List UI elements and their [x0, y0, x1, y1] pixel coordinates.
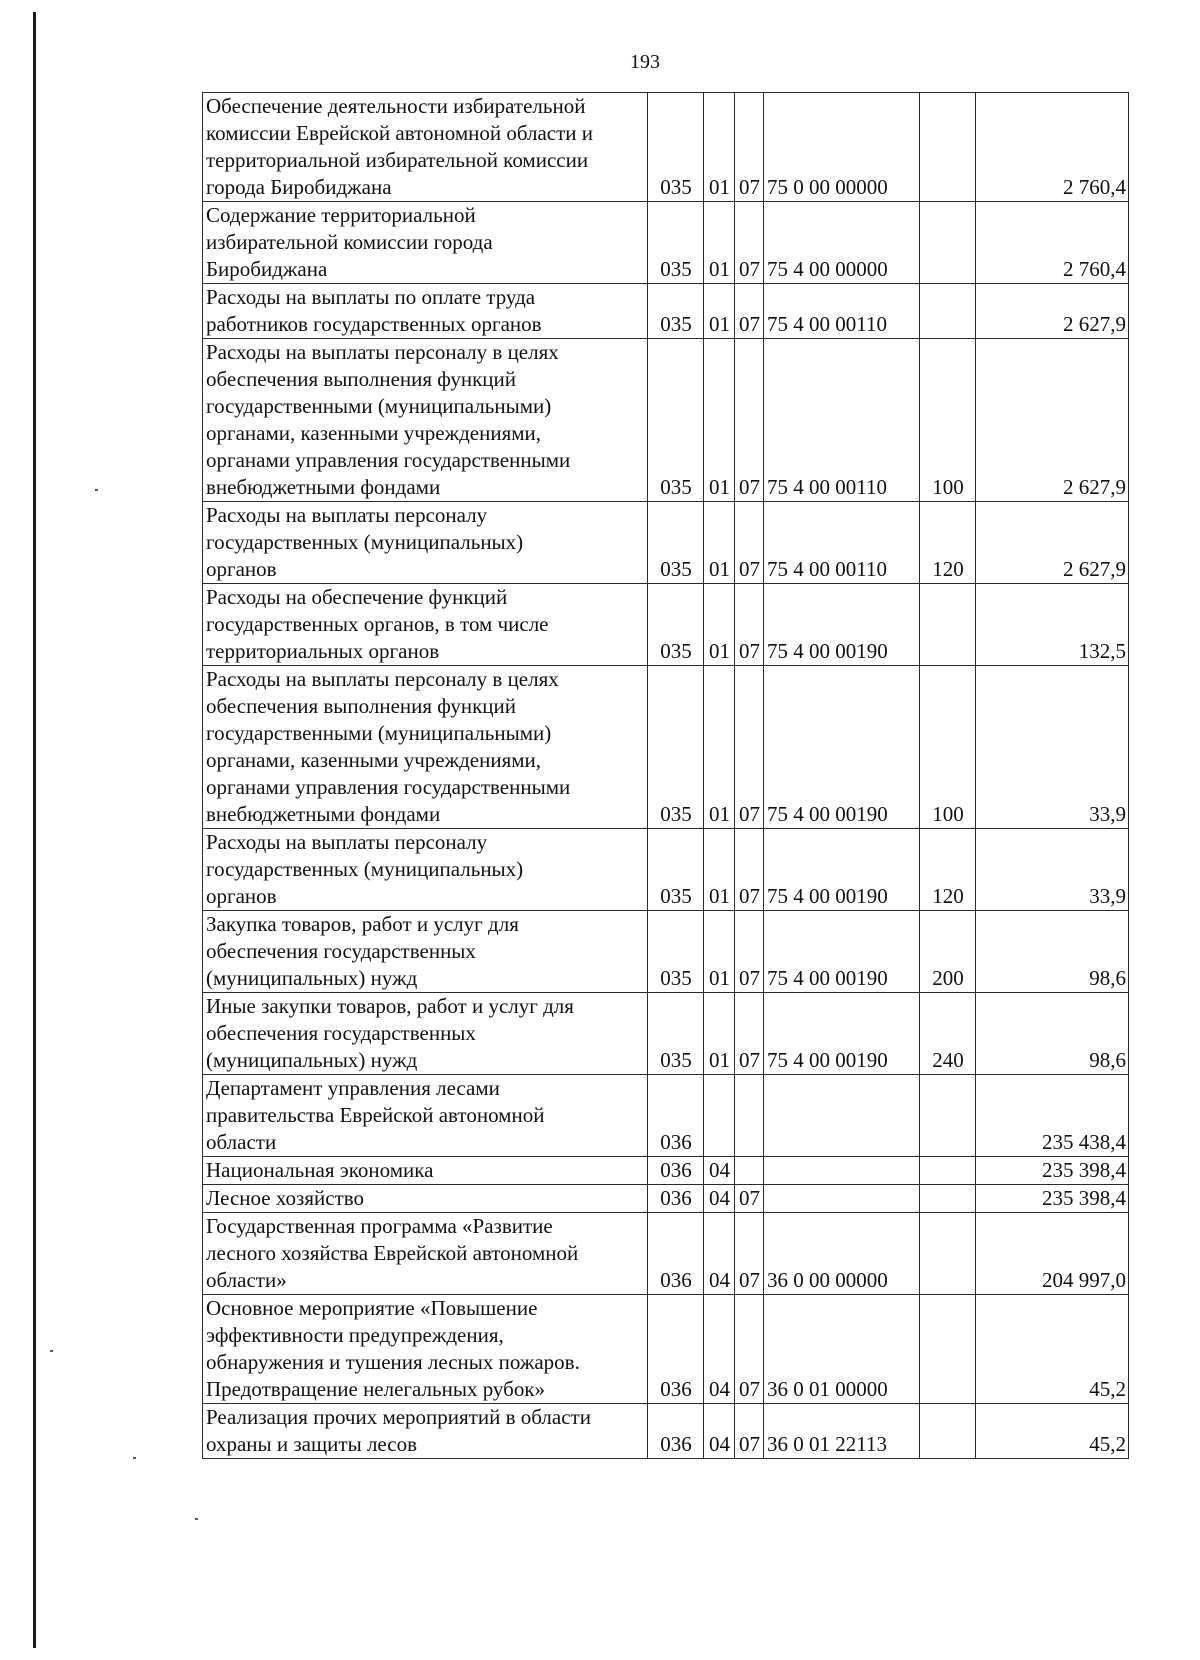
item-name-line: внебюджетными фондами — [206, 802, 441, 826]
table-row — [203, 1213, 1129, 1295]
item-name-cell — [203, 93, 648, 202]
item-name-line: области» — [206, 1268, 287, 1292]
amount-cell: 2 760,4 — [976, 93, 1129, 202]
target-article-cell: 75 4 00 00190 — [764, 993, 920, 1075]
target-article-cell — [764, 1157, 920, 1185]
item-name-line: территориальных органов — [206, 639, 440, 663]
item-name-line: Расходы на обеспечение функций — [206, 585, 508, 609]
budget-allocation-table — [202, 92, 1129, 1459]
target-article-cell: 75 4 00 00190 — [764, 584, 920, 666]
table-row — [203, 1295, 1129, 1404]
subsection-code-cell: 07 — [735, 666, 764, 829]
ministry-code-cell: 036 — [648, 1213, 704, 1295]
item-name-line: обнаружения и тушения лесных пожаров. — [206, 1350, 580, 1374]
table-row — [203, 1157, 1129, 1185]
amount-cell: 132,5 — [976, 584, 1129, 666]
expense-type-cell — [920, 584, 976, 666]
target-article-cell: 75 4 00 00110 — [764, 502, 920, 584]
item-name-cell — [203, 1404, 648, 1459]
ministry-code-cell: 035 — [648, 666, 704, 829]
amount-cell: 98,6 — [976, 911, 1129, 993]
amount-cell: 2 627,9 — [976, 284, 1129, 339]
amount-cell: 2 627,9 — [976, 339, 1129, 502]
item-name-cell — [203, 911, 648, 993]
expense-type-cell — [920, 1185, 976, 1213]
target-article-cell: 75 4 00 00000 — [764, 202, 920, 284]
table-row — [203, 993, 1129, 1075]
ministry-code-cell: 036 — [648, 1157, 704, 1185]
item-name-line: Расходы на выплаты по оплате труда — [206, 285, 536, 309]
expense-type-cell — [920, 1213, 976, 1295]
subsection-code-cell: 07 — [735, 1185, 764, 1213]
section-code-cell: 01 — [704, 993, 735, 1075]
section-code-cell: 01 — [704, 829, 735, 911]
item-name-cell — [203, 339, 648, 502]
target-article-cell: 75 4 00 00190 — [764, 829, 920, 911]
subsection-code-cell: 07 — [735, 993, 764, 1075]
scan-speck — [195, 1518, 198, 1520]
item-name-cell — [203, 1157, 648, 1185]
subsection-code-cell: 07 — [735, 339, 764, 502]
item-name-line: внебюджетными фондами — [206, 475, 441, 499]
section-code-cell: 04 — [704, 1295, 735, 1404]
item-name-cell — [203, 993, 648, 1075]
item-name-line: органами управления государственными — [206, 448, 571, 472]
item-name-line: Предотвращение нелегальных рубок» — [206, 1377, 546, 1401]
ministry-code-cell: 035 — [648, 911, 704, 993]
expense-type-cell: 100 — [920, 339, 976, 502]
item-name-line: работников государственных органов — [206, 312, 542, 336]
item-name-cell — [203, 284, 648, 339]
target-article-cell: 36 0 01 22113 — [764, 1404, 920, 1459]
item-name-line: эффективности предупреждения, — [206, 1323, 504, 1347]
item-name-line: (муниципальных) нужд — [206, 966, 418, 990]
item-name-line: правительства Еврейской автономной — [206, 1103, 545, 1127]
expense-type-cell — [920, 1404, 976, 1459]
item-name-line: Содержание территориальной — [206, 203, 476, 227]
item-name-line: Реализация прочих мероприятий в области — [206, 1405, 591, 1429]
target-article-cell: 75 4 00 00190 — [764, 666, 920, 829]
item-name-line: области — [206, 1130, 277, 1154]
section-code-cell: 04 — [704, 1157, 735, 1185]
expense-type-cell: 200 — [920, 911, 976, 993]
item-name-line: Расходы на выплаты персоналу — [206, 503, 488, 527]
ministry-code-cell: 035 — [648, 829, 704, 911]
section-code-cell: 04 — [704, 1404, 735, 1459]
table-row — [203, 1075, 1129, 1157]
target-article-cell: 36 0 00 00000 — [764, 1213, 920, 1295]
ministry-code-cell: 035 — [648, 502, 704, 584]
item-name-line: территориальной избирательной комиссии — [206, 148, 589, 172]
item-name-line: охраны и защиты лесов — [206, 1432, 418, 1456]
expense-type-cell: 120 — [920, 502, 976, 584]
ministry-code-cell: 035 — [648, 339, 704, 502]
subsection-code-cell: 07 — [735, 202, 764, 284]
amount-cell: 98,6 — [976, 993, 1129, 1075]
subsection-code-cell: 07 — [735, 1404, 764, 1459]
subsection-code-cell: 07 — [735, 502, 764, 584]
item-name-line: органами, казенными учреждениями, — [206, 748, 542, 772]
expense-type-cell — [920, 1157, 976, 1185]
target-article-cell: 75 4 00 00110 — [764, 284, 920, 339]
scan-speck — [133, 1457, 136, 1459]
table-row — [203, 93, 1129, 202]
table-row — [203, 202, 1129, 284]
item-name-line: обеспечения выполнения функций — [206, 367, 517, 391]
table-row — [203, 284, 1129, 339]
item-name-cell — [203, 502, 648, 584]
target-article-cell: 75 4 00 00190 — [764, 911, 920, 993]
subsection-code-cell — [735, 1157, 764, 1185]
item-name-line: комиссии Еврейской автономной области и — [206, 121, 594, 145]
expense-type-cell: 120 — [920, 829, 976, 911]
item-name-line: Биробиджана — [206, 257, 328, 281]
subsection-code-cell: 07 — [735, 911, 764, 993]
item-name-line: Расходы на выплаты персоналу — [206, 830, 488, 854]
section-code-cell: 01 — [704, 93, 735, 202]
ministry-code-cell: 036 — [648, 1295, 704, 1404]
ministry-code-cell: 035 — [648, 93, 704, 202]
item-name-line: государственных (муниципальных) — [206, 530, 524, 554]
item-name-line: (муниципальных) нужд — [206, 1048, 418, 1072]
item-name-line: государственными (муниципальными) — [206, 721, 552, 745]
page-number: 193 — [630, 51, 660, 73]
amount-cell: 45,2 — [976, 1404, 1129, 1459]
item-name-line: государственных органов, в том числе — [206, 612, 549, 636]
scan-speck — [50, 1350, 53, 1352]
target-article-cell: 75 0 00 00000 — [764, 93, 920, 202]
target-article-cell — [764, 1185, 920, 1213]
item-name-line: Лесное хозяйство — [206, 1186, 364, 1210]
item-name-line: органами, казенными учреждениями, — [206, 421, 542, 445]
target-article-cell — [764, 1075, 920, 1157]
binding-edge-line — [33, 12, 36, 1648]
item-name-cell — [203, 1075, 648, 1157]
item-name-line: обеспечения государственных — [206, 939, 476, 963]
item-name-line: Иные закупки товаров, работ и услуг для — [206, 994, 574, 1018]
item-name-line: государственных (муниципальных) — [206, 857, 524, 881]
item-name-cell — [203, 202, 648, 284]
section-code-cell — [704, 1075, 735, 1157]
table-row — [203, 666, 1129, 829]
item-name-line: лесного хозяйства Еврейской автономной — [206, 1241, 579, 1265]
item-name-cell — [203, 666, 648, 829]
ministry-code-cell: 035 — [648, 284, 704, 339]
amount-cell: 235 398,4 — [976, 1185, 1129, 1213]
item-name-line: Национальная экономика — [206, 1158, 434, 1182]
target-article-cell: 36 0 01 00000 — [764, 1295, 920, 1404]
item-name-cell — [203, 829, 648, 911]
item-name-cell — [203, 1213, 648, 1295]
expense-type-cell: 100 — [920, 666, 976, 829]
item-name-line: органов — [206, 557, 277, 581]
amount-cell: 204 997,0 — [976, 1213, 1129, 1295]
item-name-cell — [203, 584, 648, 666]
subsection-code-cell: 07 — [735, 829, 764, 911]
table-row — [203, 911, 1129, 993]
ministry-code-cell: 035 — [648, 202, 704, 284]
item-name-line: Закупка товаров, работ и услуг для — [206, 912, 519, 936]
table-body — [203, 93, 1129, 1459]
ministry-code-cell: 036 — [648, 1075, 704, 1157]
section-code-cell: 04 — [704, 1185, 735, 1213]
subsection-code-cell — [735, 1075, 764, 1157]
section-code-cell: 01 — [704, 584, 735, 666]
item-name-line: Расходы на выплаты персоналу в целях — [206, 667, 559, 691]
table-row — [203, 584, 1129, 666]
item-name-line: органов — [206, 884, 277, 908]
subsection-code-cell: 07 — [735, 1213, 764, 1295]
item-name-line: Основное мероприятие «Повышение — [206, 1296, 538, 1320]
amount-cell: 235 438,4 — [976, 1075, 1129, 1157]
item-name-line: избирательной комиссии города — [206, 230, 493, 254]
amount-cell: 2 627,9 — [976, 502, 1129, 584]
ministry-code-cell: 035 — [648, 993, 704, 1075]
item-name-line: органами управления государственными — [206, 775, 571, 799]
expense-type-cell — [920, 1075, 976, 1157]
section-code-cell: 01 — [704, 284, 735, 339]
expense-type-cell — [920, 93, 976, 202]
item-name-cell — [203, 1295, 648, 1404]
section-code-cell: 04 — [704, 1213, 735, 1295]
expense-type-cell — [920, 284, 976, 339]
ministry-code-cell: 036 — [648, 1404, 704, 1459]
expense-type-cell — [920, 1295, 976, 1404]
section-code-cell: 01 — [704, 911, 735, 993]
item-name-line: государственными (муниципальными) — [206, 394, 552, 418]
table-row — [203, 502, 1129, 584]
section-code-cell: 01 — [704, 502, 735, 584]
item-name-line: Обеспечение деятельности избирательной — [206, 94, 586, 118]
subsection-code-cell: 07 — [735, 93, 764, 202]
item-name-line: обеспечения государственных — [206, 1021, 476, 1045]
item-name-line: города Биробиджана — [206, 175, 392, 199]
amount-cell: 33,9 — [976, 666, 1129, 829]
item-name-cell — [203, 1185, 648, 1213]
target-article-cell: 75 4 00 00110 — [764, 339, 920, 502]
table-row — [203, 1404, 1129, 1459]
item-name-line: Департамент управления лесами — [206, 1076, 500, 1100]
amount-cell: 235 398,4 — [976, 1157, 1129, 1185]
amount-cell: 2 760,4 — [976, 202, 1129, 284]
expense-type-cell — [920, 202, 976, 284]
subsection-code-cell: 07 — [735, 1295, 764, 1404]
item-name-line: обеспечения выполнения функций — [206, 694, 517, 718]
expense-type-cell: 240 — [920, 993, 976, 1075]
subsection-code-cell: 07 — [735, 284, 764, 339]
section-code-cell: 01 — [704, 202, 735, 284]
section-code-cell: 01 — [704, 666, 735, 829]
table-row — [203, 339, 1129, 502]
amount-cell: 45,2 — [976, 1295, 1129, 1404]
item-name-line: Расходы на выплаты персоналу в целях — [206, 340, 559, 364]
ministry-code-cell: 035 — [648, 584, 704, 666]
table-row — [203, 829, 1129, 911]
ministry-code-cell: 036 — [648, 1185, 704, 1213]
section-code-cell: 01 — [704, 339, 735, 502]
scan-speck — [95, 489, 98, 491]
table-row — [203, 1185, 1129, 1213]
amount-cell: 33,9 — [976, 829, 1129, 911]
item-name-line: Государственная программа «Развитие — [206, 1214, 553, 1238]
subsection-code-cell: 07 — [735, 584, 764, 666]
